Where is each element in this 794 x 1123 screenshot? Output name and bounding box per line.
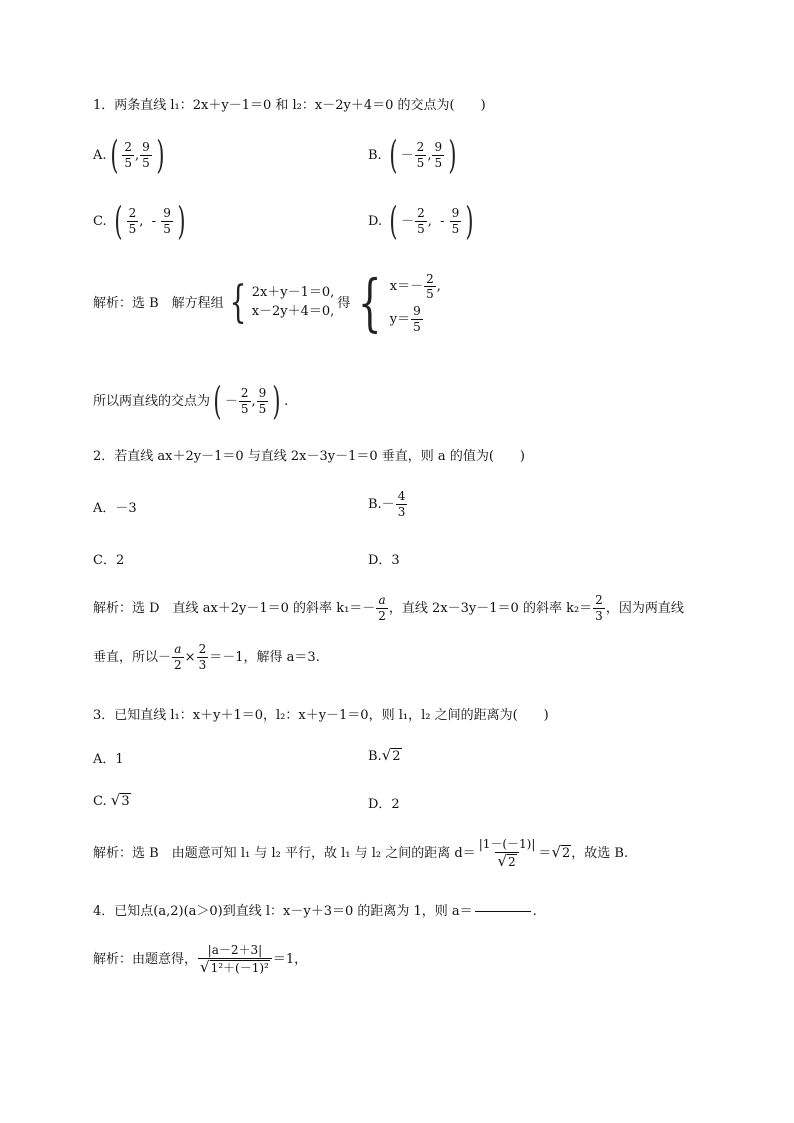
q2-solution-line1: 解析：选 D 直线 ax＋2y－1＝0 的斜率 k₁＝－ $\frac{a}{2}$ ，直线 2x－3y－1＝0 的斜率 k₂＝ $\frac{2}{3}$ ，因为两直线 [93,593,684,623]
answer-blank[interactable] [475,911,531,912]
q4-solution: 解析：由题意得， |a－2＋3| √ 1²＋(－1)² ＝1， [93,943,308,976]
q2-option-a: A．－3 [93,501,137,516]
q2-stem: 2．若直线 ax＋2y－1＝0 与直线 2x－3y－1＝0 垂直，则 a 的值为( ) [93,449,525,464]
q3-solution: 解析：选 B 由题意可知 l₁ 与 l₂ 平行，故 l₁ 与 l₂ 之间的距离 d＝ |1－(－1)| √ 2 ＝ √ 2 ，故选 B. [93,837,629,870]
q3-option-b: B. √ 2 [368,746,401,764]
q3-stem: 3．已知直线 l₁：x＋y＋1＝0，l₂：x＋y－1＝0，则 l₁，l₂ 之间的距离为( ) [93,708,549,723]
q1-stem: 1．两条直线 l₁：2x＋y－1＝0 和 l₂：x－2y＋4＝0 的交点为( ) [93,98,486,113]
q1-option-d: D. ( － $\frac{2}{5}$ , - $\frac{9}{5}$ ) [368,199,474,243]
q2-solution-line2: 垂直，所以－ $\frac{a}{2}$ × $\frac{2}{3}$ ＝－1，解得 a＝3. [93,642,320,672]
q3-option-a: A．1 [93,752,124,767]
q4-stem: 4．已知点(a,2)(a＞0)到直线 l：x－y＋3＝0 的距离为 1，则 a＝ . [93,904,537,919]
q2-option-b: B.－ $\frac{4}{3}$ [368,489,406,519]
q1-option-b: B. ( － $\frac{2}{5}$ , $\frac{9}{5}$ ) [368,133,457,177]
q1-option-a: A. ( $\frac{2}{5}$ , $\frac{9}{5}$ ) [93,133,165,177]
q3-option-d: D．2 [368,797,400,812]
q1-option-c: C. ( $\frac{2}{5}$ , - $\frac{9}{5}$ ) [93,199,186,243]
q3-option-c: C. √ 3 [93,791,130,809]
q2-option-d: D．3 [368,553,400,568]
q1-conclusion: 所以两直线的交点为 ( － $\frac{2}{5}$ , $\frac{9}{5}$ ) . [93,379,289,423]
q1-solution: 解析：选 B 解方程组 { 2x＋y－1＝0, x－2y＋4＝0, 得 { x＝－ $\frac{2}{5}$ , y＝ $\frac{9}{5}$ [93,266,441,339]
q2-option-c: C．2 [93,553,125,568]
